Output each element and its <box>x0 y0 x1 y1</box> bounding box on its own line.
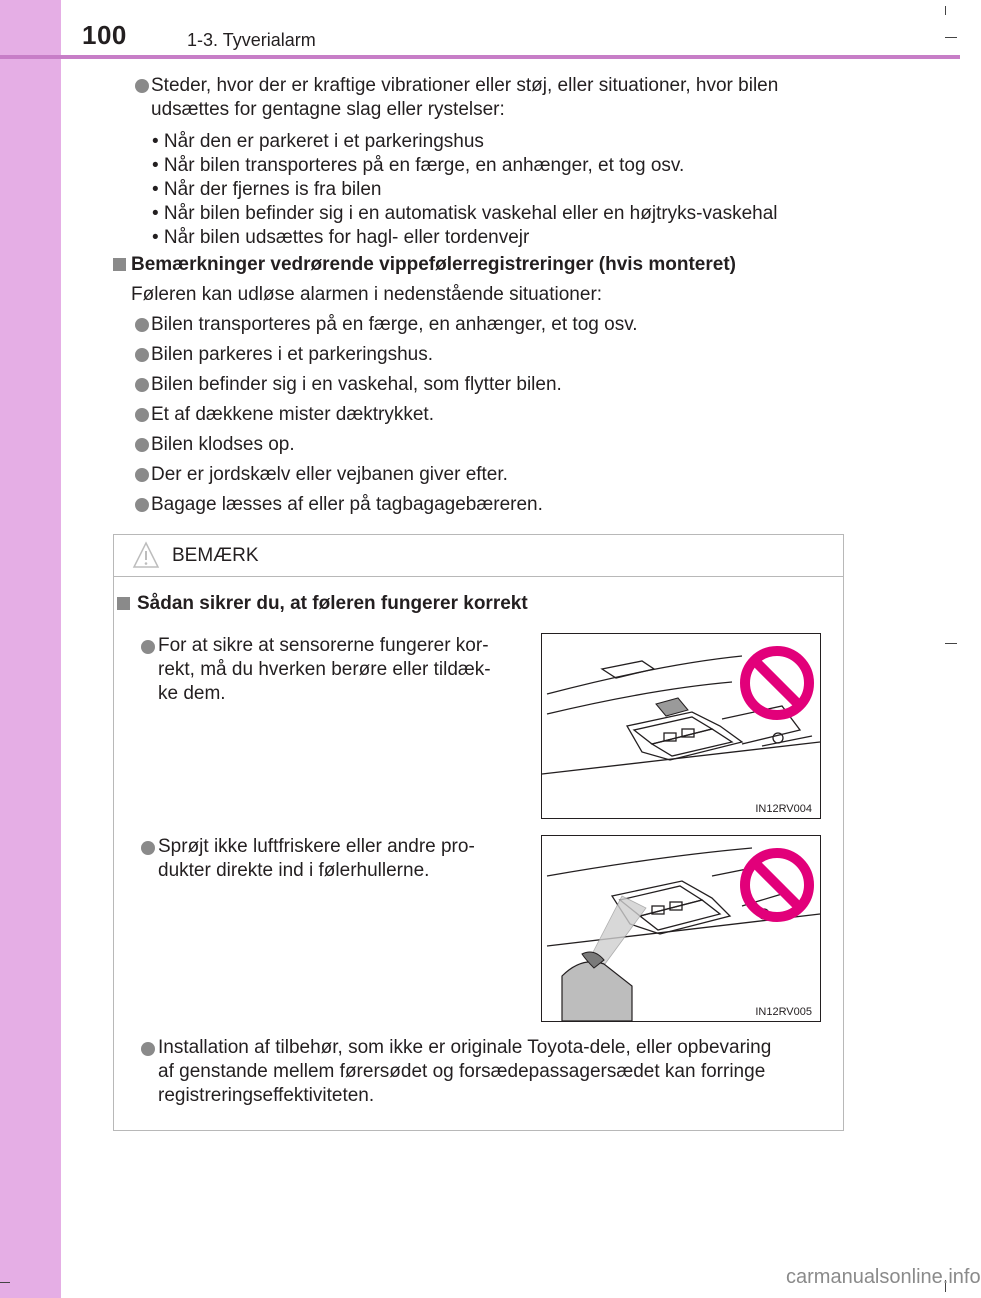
warning-triangle-icon <box>132 541 160 569</box>
bullet-dot <box>135 468 149 482</box>
bullet-dot <box>135 378 149 392</box>
bullet-dot <box>141 841 155 855</box>
bullet-dot <box>135 498 149 512</box>
heading-square <box>117 597 130 610</box>
page-number: 100 <box>82 20 127 50</box>
section-heading: Bemærkninger vedrørende vippefølerregistreringer (hvis monteret) <box>131 254 736 275</box>
list-item: Bilen befinder sig i en vaskehal, som flytter bilen. <box>151 374 562 395</box>
footer-watermark: carmanualsonline.info <box>786 1266 981 1288</box>
crop-mark <box>945 6 946 15</box>
list-item: Et af dækkene mister dæktrykket. <box>151 404 434 425</box>
notice-item2-line2: dukter direkte ind i følerhullerne. <box>158 860 430 881</box>
notice-item1-line3: ke dem. <box>158 683 226 704</box>
notice-item1-line2: rekt, må du hverken berøre eller tildæk- <box>158 659 491 680</box>
figure-code: IN12RV005 <box>755 1006 812 1018</box>
sub-item: • Når bilen udsættes for hagl- eller tordenvejr <box>152 227 530 248</box>
notice-item3-line3: registreringseffektiviteten. <box>158 1085 375 1106</box>
notice-item3-line1: Installation af tilbehør, som ikke er originale Toyota-dele, eller opbevaring <box>158 1037 772 1058</box>
bullet-dot <box>135 348 149 362</box>
list-item: Der er jordskælv eller vejbanen giver efter. <box>151 464 508 485</box>
list-item: Bilen klodses op. <box>151 434 295 455</box>
section-title: 1-3. Tyverialarm <box>187 30 316 50</box>
crop-mark <box>945 37 957 38</box>
figure-spray-warning <box>541 835 821 1022</box>
bullet-dot <box>141 1042 155 1056</box>
notice-item1-line1: For at sikre at sensorerne fungerer kor- <box>158 635 489 656</box>
heading-square <box>113 258 126 271</box>
figure-headliner-sensor <box>541 633 821 819</box>
crop-mark <box>0 1282 10 1283</box>
list-item: Bilen parkeres i et parkeringshus. <box>151 344 433 365</box>
list-item: Bagage læsses af eller på tagbagagebæreren. <box>151 494 543 515</box>
crop-mark <box>945 643 957 644</box>
intro-line-1: Steder, hvor der er kraftige vibrationer eller støj, eller situationer, hvor bilen <box>151 75 779 96</box>
notice-title: BEMÆRK <box>172 545 259 566</box>
sub-item: • Når bilen transporteres på en færge, en anhænger, et tog osv. <box>152 155 685 176</box>
page-side-tab <box>0 0 61 1298</box>
header-rule <box>0 55 960 59</box>
notice-box <box>113 534 844 1131</box>
notice-header <box>114 535 843 577</box>
prohibition-icon <box>738 644 816 722</box>
sub-item: • Når den er parkeret i et parkeringshus <box>152 131 484 152</box>
bullet-dot <box>135 318 149 332</box>
intro-line-2: udsættes for gentagne slag eller rystelser: <box>151 99 505 120</box>
prohibition-icon <box>738 846 816 924</box>
sub-item: • Når der fjernes is fra bilen <box>152 179 382 200</box>
notice-heading: Sådan sikrer du, at føleren fungerer korrekt <box>137 593 528 614</box>
section-intro: Føleren kan udløse alarmen i nedenstående situationer: <box>131 284 603 305</box>
sub-item: • Når bilen befinder sig i en automatisk vaskehal eller en højtryks-vaskehal <box>152 203 778 224</box>
bullet-dot <box>135 79 149 93</box>
notice-item2-line1: Sprøjt ikke luftfriskere eller andre pro- <box>158 836 475 857</box>
bullet-dot <box>135 408 149 422</box>
notice-item3-line2: af genstande mellem førersødet og forsædepassagersædet kan forringe <box>158 1061 766 1082</box>
list-item: Bilen transporteres på en færge, en anhænger, et tog osv. <box>151 314 638 335</box>
figure-code: IN12RV004 <box>755 803 812 815</box>
bullet-dot <box>141 640 155 654</box>
bullet-dot <box>135 438 149 452</box>
